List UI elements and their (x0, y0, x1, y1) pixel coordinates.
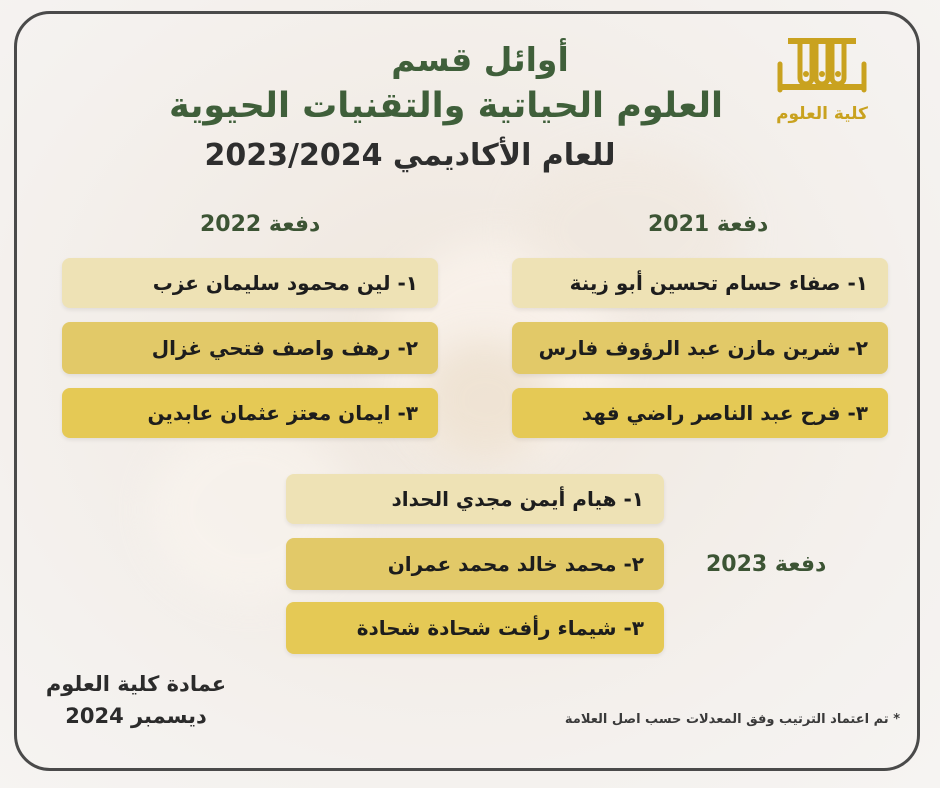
student-name: ١- صفاء حسام تحسين أبو زينة (569, 271, 868, 295)
student-card (512, 388, 888, 438)
student-card (62, 258, 438, 308)
student-card (286, 538, 664, 590)
batch-2021-label: دفعة 2021 (648, 212, 769, 237)
student-name: ٢- محمد خالد محمد عمران (387, 552, 644, 576)
student-name: ٣- فرح عبد الناصر راضي فهد (581, 401, 868, 425)
issue-date: ديسمبر 2024 (65, 704, 207, 728)
student-name: ٢- رهف واصف فتحي غزال (151, 336, 418, 360)
dean-office: عمادة كلية العلوم (45, 672, 227, 696)
student-name: ٣- شيماء رأفت شحادة شحادة (356, 616, 644, 640)
ranking-note: * تم اعتماد الترتيب وفق المعدلات حسب اصل العلامة (564, 712, 900, 727)
footer-signature (40, 668, 232, 732)
page-title-line1: أوائل قسم (391, 40, 569, 79)
student-card (512, 322, 888, 374)
page-title-line3: للعام الأكاديمي 2023/2024 (204, 138, 616, 173)
student-card (62, 322, 438, 374)
student-card (286, 474, 664, 524)
student-name: ٢- شرين مازن عبد الرؤوف فارس (538, 336, 868, 360)
student-card (286, 602, 664, 654)
batch-2023-label: دفعة 2023 (706, 552, 827, 577)
student-name: ٣- ايمان معتز عثمان عابدين (147, 401, 418, 425)
batch-2022-label: دفعة 2022 (200, 212, 321, 237)
student-card (62, 388, 438, 438)
student-name: ١- هيام أيمن مجدي الحداد (391, 487, 644, 511)
page-title-line2: العلوم الحياتية والتقنيات الحيوية (168, 86, 723, 126)
student-card (512, 258, 888, 308)
logo-text: كلية العلوم (776, 104, 868, 124)
student-name: ١- لين محمود سليمان عزب (152, 271, 418, 295)
